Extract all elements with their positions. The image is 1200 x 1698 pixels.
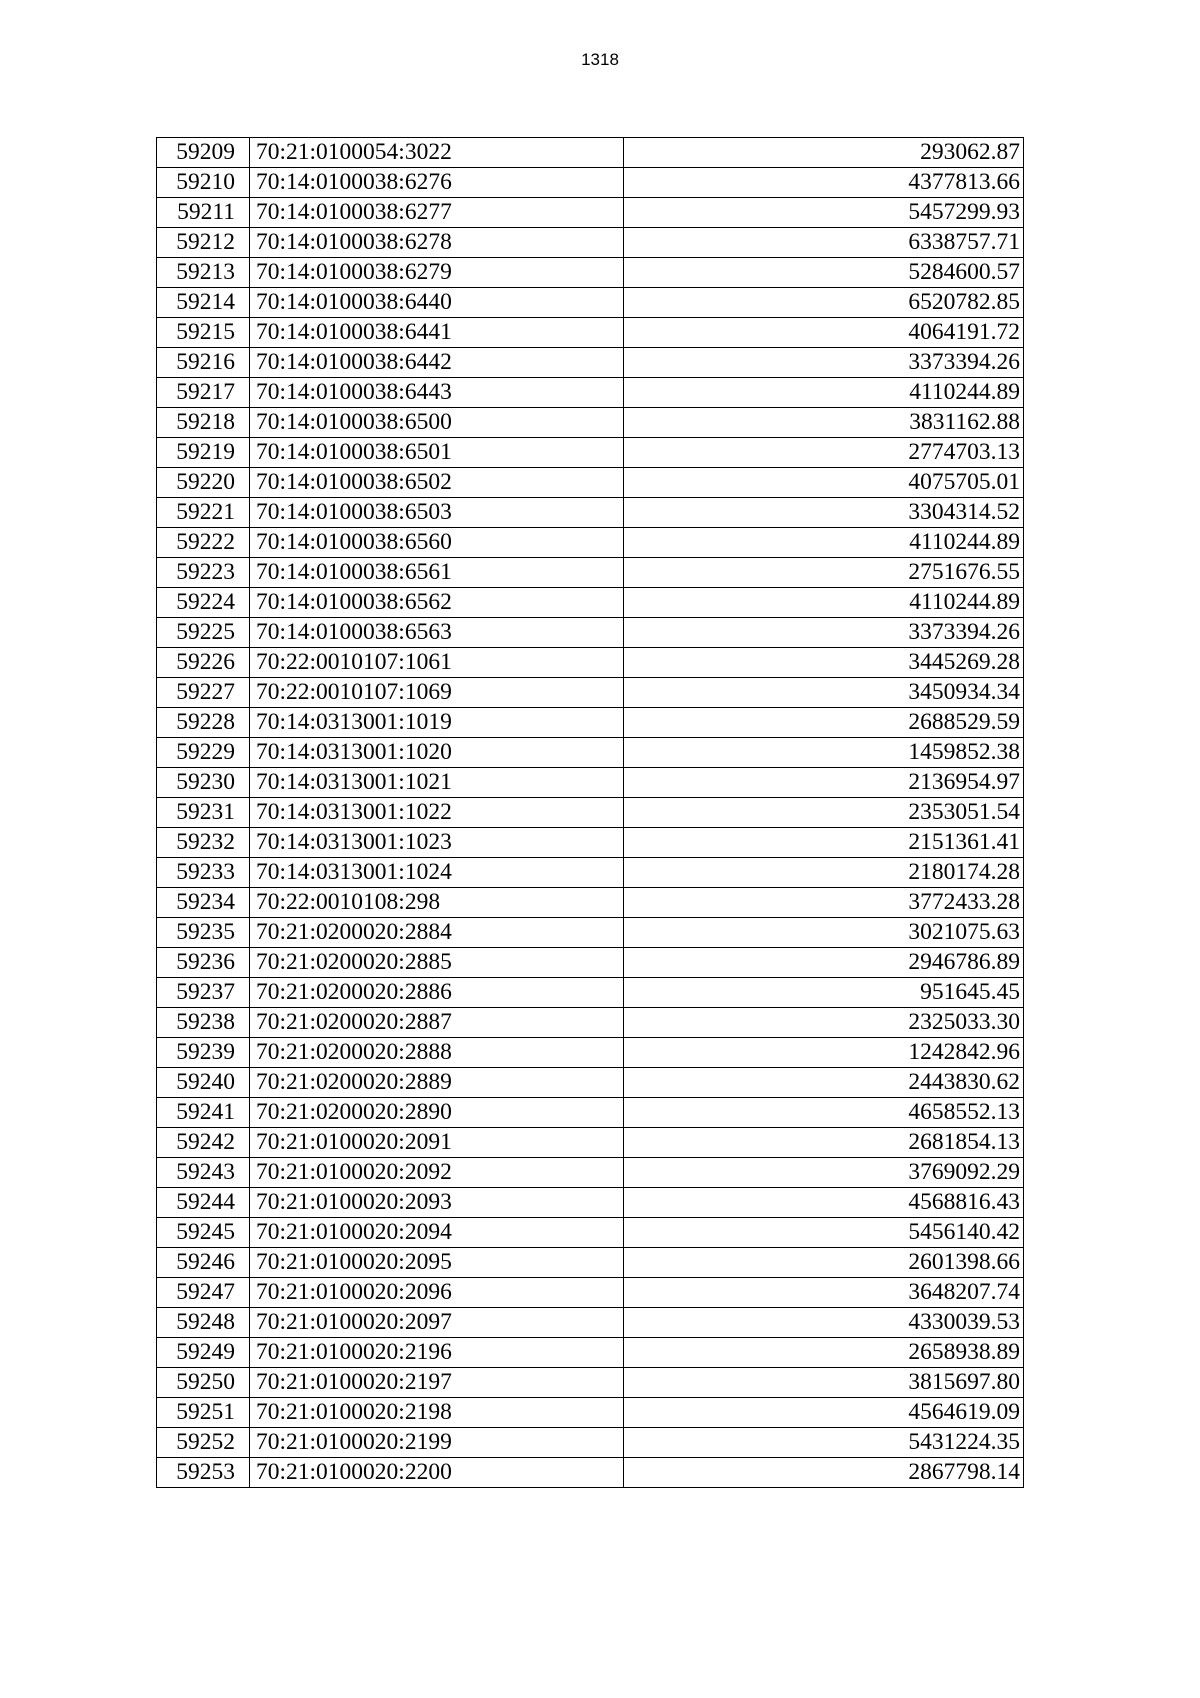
- row-number-cell: 59247: [157, 1278, 250, 1308]
- row-number-cell: 59209: [157, 138, 250, 168]
- row-number-cell: 59249: [157, 1338, 250, 1368]
- cadastral-number-cell: 70:21:0100020:2097: [250, 1308, 624, 1338]
- value-cell: 4110244.89: [624, 528, 1024, 558]
- row-number-cell: 59243: [157, 1158, 250, 1188]
- cadastral-number-cell: 70:14:0100038:6276: [250, 168, 624, 198]
- table-row: [157, 198, 1024, 228]
- table-row: [157, 168, 1024, 198]
- table-row: [157, 678, 1024, 708]
- row-number-cell: 59217: [157, 378, 250, 408]
- value-cell: 2443830.62: [624, 1068, 1024, 1098]
- table-row: [157, 1458, 1024, 1488]
- row-number-cell: 59238: [157, 1008, 250, 1038]
- registry-table-body: [157, 138, 1024, 1488]
- value-cell: 2601398.66: [624, 1248, 1024, 1278]
- cadastral-number-cell: 70:14:0100038:6443: [250, 378, 624, 408]
- row-number-cell: 59233: [157, 858, 250, 888]
- row-number-cell: 59220: [157, 468, 250, 498]
- value-cell: 2658938.89: [624, 1338, 1024, 1368]
- table-row: [157, 768, 1024, 798]
- cadastral-number-cell: 70:21:0100020:2196: [250, 1338, 624, 1368]
- table-row: [157, 468, 1024, 498]
- table-row: [157, 588, 1024, 618]
- value-cell: 4330039.53: [624, 1308, 1024, 1338]
- row-number-cell: 59211: [157, 198, 250, 228]
- cadastral-number-cell: 70:14:0100038:6441: [250, 318, 624, 348]
- table-row: [157, 438, 1024, 468]
- table-row: [157, 1308, 1024, 1338]
- value-cell: 4075705.01: [624, 468, 1024, 498]
- table-row: [157, 978, 1024, 1008]
- cadastral-number-cell: 70:14:0100038:6563: [250, 618, 624, 648]
- table-row: [157, 858, 1024, 888]
- cadastral-number-cell: 70:21:0200020:2888: [250, 1038, 624, 1068]
- value-cell: 6520782.85: [624, 288, 1024, 318]
- cadastral-number-cell: 70:14:0100038:6442: [250, 348, 624, 378]
- row-number-cell: 59232: [157, 828, 250, 858]
- row-number-cell: 59252: [157, 1428, 250, 1458]
- cadastral-number-cell: 70:14:0100038:6440: [250, 288, 624, 318]
- cadastral-number-cell: 70:21:0200020:2885: [250, 948, 624, 978]
- row-number-cell: 59226: [157, 648, 250, 678]
- table-row: [157, 1218, 1024, 1248]
- table-row: [157, 1008, 1024, 1038]
- table-row: [157, 948, 1024, 978]
- value-cell: 3450934.34: [624, 678, 1024, 708]
- value-cell: 2180174.28: [624, 858, 1024, 888]
- cadastral-number-cell: 70:21:0100020:2197: [250, 1368, 624, 1398]
- cadastral-number-cell: 70:21:0100020:2092: [250, 1158, 624, 1188]
- cadastral-number-cell: 70:14:0100038:6278: [250, 228, 624, 258]
- row-number-cell: 59239: [157, 1038, 250, 1068]
- table-row: [157, 708, 1024, 738]
- row-number-cell: 59240: [157, 1068, 250, 1098]
- value-cell: 2136954.97: [624, 768, 1024, 798]
- table-row: [157, 648, 1024, 678]
- table-row: [157, 1278, 1024, 1308]
- row-number-cell: 59229: [157, 738, 250, 768]
- table-row: [157, 138, 1024, 168]
- value-cell: 2946786.89: [624, 948, 1024, 978]
- table-row: [157, 1068, 1024, 1098]
- value-cell: 2681854.13: [624, 1128, 1024, 1158]
- cadastral-number-cell: 70:21:0100020:2096: [250, 1278, 624, 1308]
- row-number-cell: 59218: [157, 408, 250, 438]
- cadastral-number-cell: 70:14:0100038:6560: [250, 528, 624, 558]
- value-cell: 293062.87: [624, 138, 1024, 168]
- row-number-cell: 59219: [157, 438, 250, 468]
- value-cell: 2688529.59: [624, 708, 1024, 738]
- table-row: [157, 1338, 1024, 1368]
- table-row: [157, 828, 1024, 858]
- table-row: [157, 228, 1024, 258]
- value-cell: 2325033.30: [624, 1008, 1024, 1038]
- value-cell: 1459852.38: [624, 738, 1024, 768]
- cadastral-number-cell: 70:21:0100020:2093: [250, 1188, 624, 1218]
- cadastral-number-cell: 70:21:0200020:2890: [250, 1098, 624, 1128]
- value-cell: 4110244.89: [624, 588, 1024, 618]
- row-number-cell: 59236: [157, 948, 250, 978]
- cadastral-number-cell: 70:14:0313001:1019: [250, 708, 624, 738]
- value-cell: 5457299.93: [624, 198, 1024, 228]
- row-number-cell: 59242: [157, 1128, 250, 1158]
- value-cell: 3445269.28: [624, 648, 1024, 678]
- cadastral-number-cell: 70:14:0100038:6279: [250, 258, 624, 288]
- value-cell: 6338757.71: [624, 228, 1024, 258]
- table-row: [157, 1248, 1024, 1278]
- table-row: [157, 288, 1024, 318]
- cadastral-number-cell: 70:14:0100038:6502: [250, 468, 624, 498]
- table-row: [157, 348, 1024, 378]
- table-row: [157, 1158, 1024, 1188]
- value-cell: 3769092.29: [624, 1158, 1024, 1188]
- row-number-cell: 59248: [157, 1308, 250, 1338]
- row-number-cell: 59251: [157, 1398, 250, 1428]
- cadastral-number-cell: 70:21:0100020:2198: [250, 1398, 624, 1428]
- row-number-cell: 59246: [157, 1248, 250, 1278]
- cadastral-number-cell: 70:14:0313001:1024: [250, 858, 624, 888]
- cadastral-number-cell: 70:21:0100054:3022: [250, 138, 624, 168]
- cadastral-number-cell: 70:14:0100038:6500: [250, 408, 624, 438]
- cadastral-number-cell: 70:22:0010107:1061: [250, 648, 624, 678]
- value-cell: 3772433.28: [624, 888, 1024, 918]
- row-number-cell: 59237: [157, 978, 250, 1008]
- table-row: [157, 618, 1024, 648]
- table-row: [157, 888, 1024, 918]
- value-cell: 3815697.80: [624, 1368, 1024, 1398]
- table-row: [157, 1128, 1024, 1158]
- value-cell: 951645.45: [624, 978, 1024, 1008]
- value-cell: 3373394.26: [624, 618, 1024, 648]
- row-number-cell: 59245: [157, 1218, 250, 1248]
- cadastral-number-cell: 70:14:0100038:6277: [250, 198, 624, 228]
- row-number-cell: 59253: [157, 1458, 250, 1488]
- cadastral-number-cell: 70:22:0010108:298: [250, 888, 624, 918]
- row-number-cell: 59234: [157, 888, 250, 918]
- value-cell: 3648207.74: [624, 1278, 1024, 1308]
- row-number-cell: 59250: [157, 1368, 250, 1398]
- row-number-cell: 59228: [157, 708, 250, 738]
- row-number-cell: 59225: [157, 618, 250, 648]
- value-cell: 3021075.63: [624, 918, 1024, 948]
- row-number-cell: 59221: [157, 498, 250, 528]
- row-number-cell: 59224: [157, 588, 250, 618]
- value-cell: 3373394.26: [624, 348, 1024, 378]
- cadastral-number-cell: 70:14:0313001:1020: [250, 738, 624, 768]
- value-cell: 4377813.66: [624, 168, 1024, 198]
- cadastral-number-cell: 70:14:0100038:6501: [250, 438, 624, 468]
- row-number-cell: 59214: [157, 288, 250, 318]
- value-cell: 3304314.52: [624, 498, 1024, 528]
- table-row: [157, 1188, 1024, 1218]
- table-row: [157, 738, 1024, 768]
- cadastral-number-cell: 70:22:0010107:1069: [250, 678, 624, 708]
- cadastral-number-cell: 70:21:0100020:2095: [250, 1248, 624, 1278]
- table-row: [157, 1428, 1024, 1458]
- value-cell: 2774703.13: [624, 438, 1024, 468]
- registry-table: [156, 137, 1024, 1488]
- cadastral-number-cell: 70:21:0100020:2094: [250, 1218, 624, 1248]
- value-cell: 2151361.41: [624, 828, 1024, 858]
- table-row: [157, 1398, 1024, 1428]
- row-number-cell: 59231: [157, 798, 250, 828]
- cadastral-number-cell: 70:21:0100020:2199: [250, 1428, 624, 1458]
- value-cell: 5431224.35: [624, 1428, 1024, 1458]
- row-number-cell: 59227: [157, 678, 250, 708]
- cadastral-number-cell: 70:14:0313001:1022: [250, 798, 624, 828]
- cadastral-number-cell: 70:14:0313001:1021: [250, 768, 624, 798]
- value-cell: 4568816.43: [624, 1188, 1024, 1218]
- cadastral-number-cell: 70:21:0100020:2091: [250, 1128, 624, 1158]
- table-row: [157, 1098, 1024, 1128]
- row-number-cell: 59241: [157, 1098, 250, 1128]
- row-number-cell: 59216: [157, 348, 250, 378]
- cadastral-number-cell: 70:21:0200020:2889: [250, 1068, 624, 1098]
- table-row: [157, 798, 1024, 828]
- value-cell: 3831162.88: [624, 408, 1024, 438]
- cadastral-number-cell: 70:21:0200020:2886: [250, 978, 624, 1008]
- row-number-cell: 59230: [157, 768, 250, 798]
- value-cell: 5284600.57: [624, 258, 1024, 288]
- row-number-cell: 59223: [157, 558, 250, 588]
- row-number-cell: 59244: [157, 1188, 250, 1218]
- row-number-cell: 59213: [157, 258, 250, 288]
- row-number-cell: 59215: [157, 318, 250, 348]
- cadastral-number-cell: 70:14:0100038:6561: [250, 558, 624, 588]
- value-cell: 2751676.55: [624, 558, 1024, 588]
- cadastral-number-cell: 70:21:0100020:2200: [250, 1458, 624, 1488]
- cadastral-number-cell: 70:21:0200020:2887: [250, 1008, 624, 1038]
- cadastral-number-cell: 70:14:0313001:1023: [250, 828, 624, 858]
- row-number-cell: 59210: [157, 168, 250, 198]
- table-row: [157, 528, 1024, 558]
- cadastral-number-cell: 70:21:0200020:2884: [250, 918, 624, 948]
- value-cell: 5456140.42: [624, 1218, 1024, 1248]
- value-cell: 4658552.13: [624, 1098, 1024, 1128]
- cadastral-number-cell: 70:14:0100038:6503: [250, 498, 624, 528]
- cadastral-number-cell: 70:14:0100038:6562: [250, 588, 624, 618]
- row-number-cell: 59222: [157, 528, 250, 558]
- table-row: [157, 558, 1024, 588]
- table-row: [157, 498, 1024, 528]
- value-cell: 2867798.14: [624, 1458, 1024, 1488]
- table-row: [157, 1368, 1024, 1398]
- value-cell: 4564619.09: [624, 1398, 1024, 1428]
- table-row: [157, 258, 1024, 288]
- table-row: [157, 918, 1024, 948]
- page-number: 1318: [581, 50, 619, 69]
- value-cell: 1242842.96: [624, 1038, 1024, 1068]
- table-row: [157, 378, 1024, 408]
- row-number-cell: 59212: [157, 228, 250, 258]
- table-row: [157, 1038, 1024, 1068]
- value-cell: 2353051.54: [624, 798, 1024, 828]
- row-number-cell: 59235: [157, 918, 250, 948]
- value-cell: 4110244.89: [624, 378, 1024, 408]
- table-row: [157, 318, 1024, 348]
- value-cell: 4064191.72: [624, 318, 1024, 348]
- table-row: [157, 408, 1024, 438]
